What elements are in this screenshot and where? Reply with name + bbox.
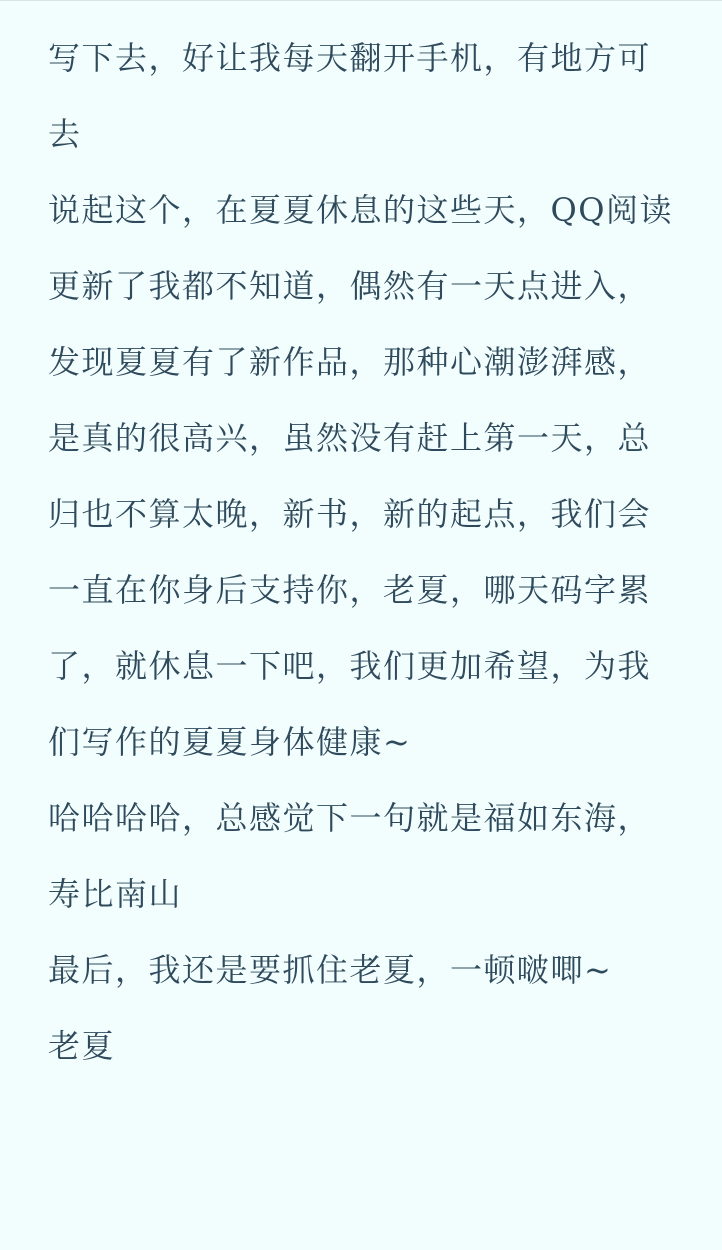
signature: 老夏 [48,1027,116,1065]
reader-content[interactable] [48,20,678,1084]
paragraph: 写下去，好让我每天翻开手机，有地方可去 [48,39,652,153]
top-divider [0,0,722,1]
paragraph: 最后，我还是要抓住老夏，一顿啵唧~ [48,951,613,989]
paragraph: 哈哈哈哈，总感觉下一句就是福如东海，寿比南山 [48,799,652,913]
paragraph: 说起这个，在夏夏休息的这些天，QQ阅读更新了我都不知道，偶然有一天点进入，发现夏夏有了新作品，那种心潮澎湃感，是真的很高兴，虽然没有赶上第一天，总归也不算太晚，新书，新的起点，我们会一直在你身后支持你，老夏，哪天码字累了，就休息一下吧，我们更加希望，为我们写作的夏夏身体健康~ [48,191,673,761]
